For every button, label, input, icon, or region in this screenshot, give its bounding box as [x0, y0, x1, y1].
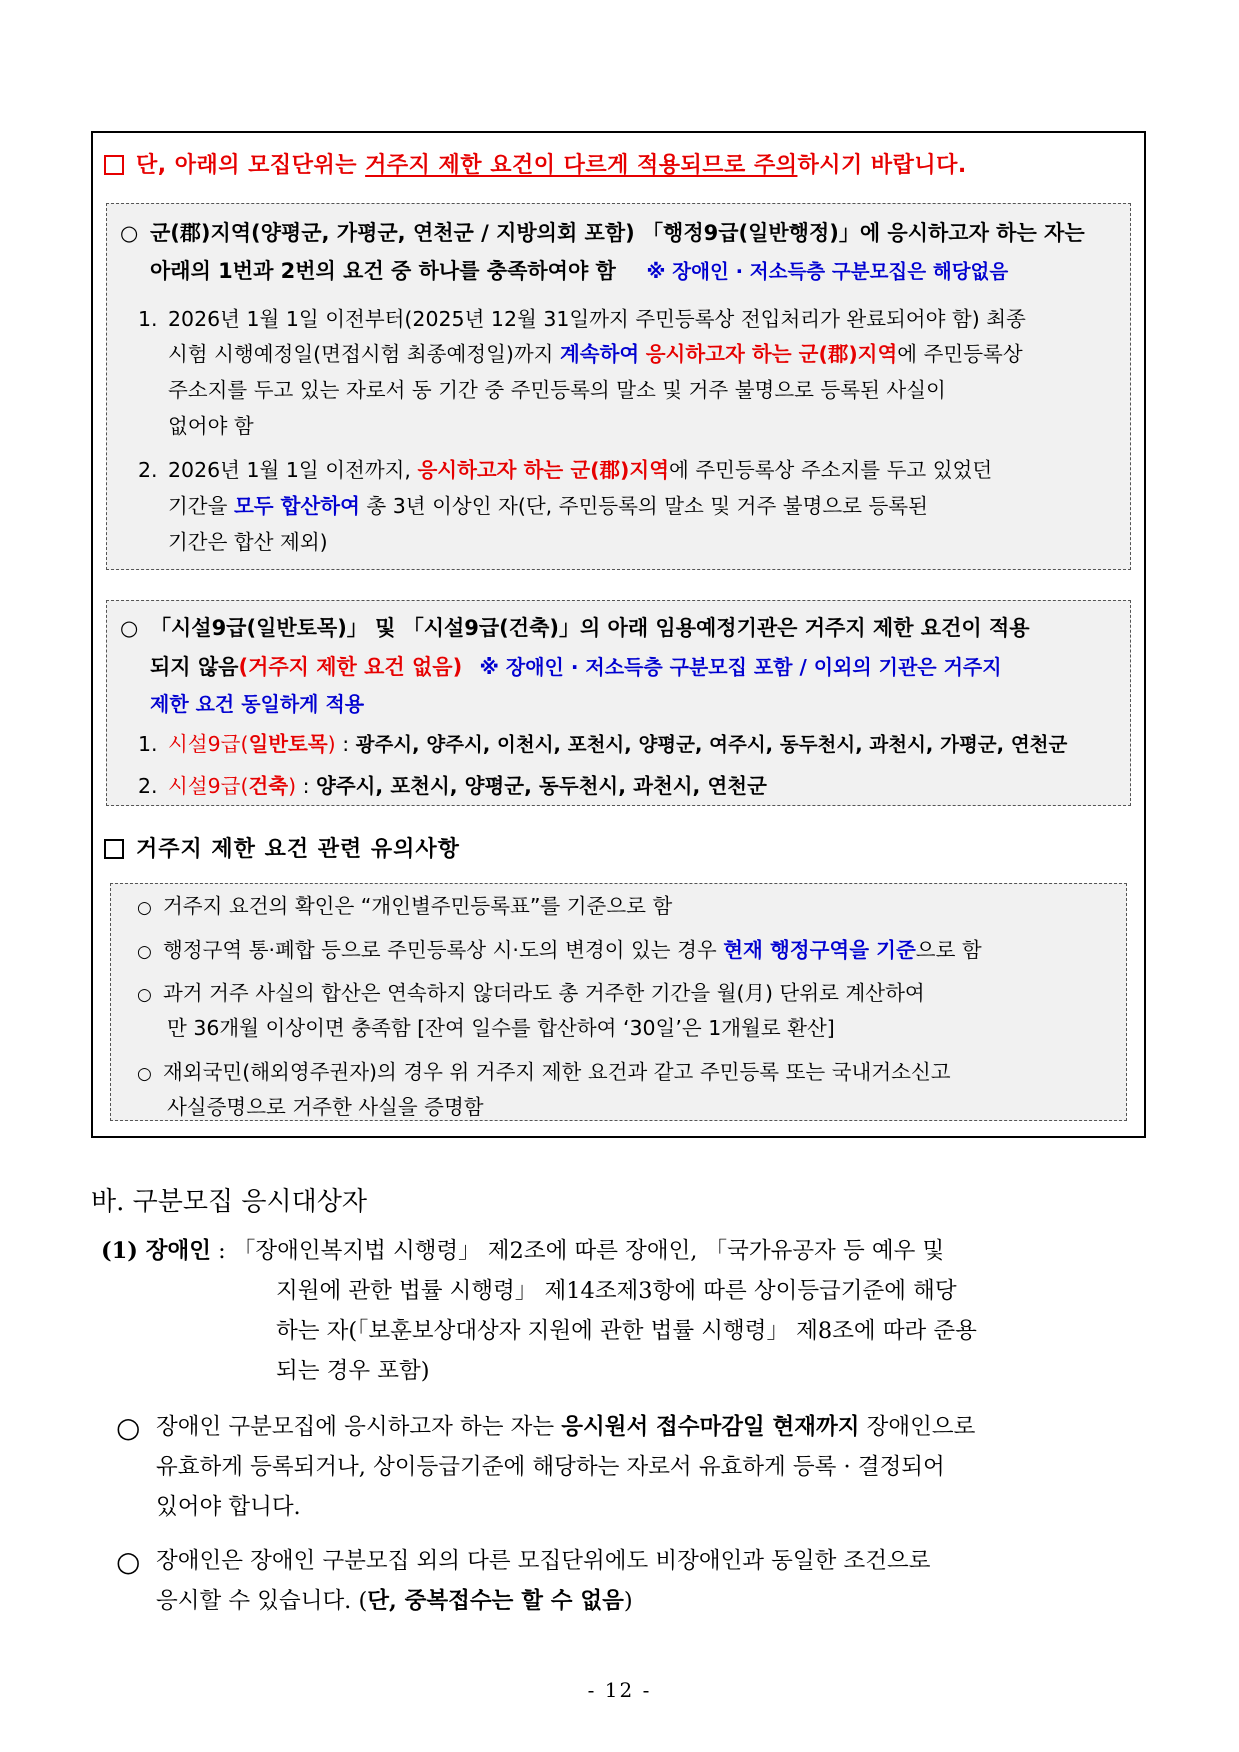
checkbox-icon: [104, 839, 124, 859]
gun-item2-line2: 기간을 모두 합산하여 총 3년 이상인 자(단, 주민등록의 말소 및 거주 불명으로 등록된: [168, 494, 928, 518]
note-4-line1: ○ 재외국민(해외영주권자)의 경우 위 거주지 제한 요건과 같고 주민등록 또는 국내거소신고: [137, 1060, 951, 1084]
gun-item1-line1: 1. 2026년 1월 1일 이전부터(2025년 12월 31일까지 주민등록상 전입처리가 완료되어야 함) 최종: [138, 307, 1026, 331]
gun-item1-line4: 없어야 함: [168, 414, 254, 438]
note-3-line2: 만 36개월 이상이면 충족함 [잔여 일수를 합산하여 ‘30일’은 1개월로 환산]: [167, 1016, 835, 1040]
disabled-definition-line3: 하는 자(「보훈보상대상자 지원에 관한 법률 시행령」 제8조에 따라 준용: [276, 1318, 977, 1344]
disabled-bullet2-line2: 응시할 수 있습니다. (단, 중복접수는 할 수 없음): [156, 1588, 633, 1614]
gun-item1-line3: 주소지를 두고 있는 자로서 동 기간 중 주민등록의 말소 및 거주 불명으로 등록된 사실이: [168, 378, 946, 402]
notes-heading: 거주지 제한 요건 관련 유의사항: [104, 836, 460, 864]
facility-item1: 1. 시설9급(일반토목) : 광주시, 양주시, 이천시, 포천시, 양평군, 여주시, 동두천시, 과천시, 가평군, 연천군: [138, 732, 1068, 756]
disabled-bullet1-line3: 있어야 합니다.: [156, 1494, 301, 1520]
section-title: 바. 구분모집 응시대상자: [91, 1187, 367, 1217]
gun-item1-line2: 시험 시행예정일(면접시험 최종예정일)까지 계속하여 응시하고자 하는 군(郡)지역에 주민등록상: [168, 342, 1023, 366]
gun-item2-line1: 2. 2026년 1월 1일 이전까지, 응시하고자 하는 군(郡)지역에 주민등록상 주소지를 두고 있었던: [138, 458, 993, 482]
disabled-definition-line2: 지원에 관한 법률 시행령」 제14조제3항에 따른 상이등급기준에 해당: [276, 1278, 957, 1304]
page-number: - 12 -: [587, 1678, 652, 1702]
note-4-line2: 사실증명으로 거주한 사실을 증명함: [167, 1095, 484, 1119]
facility-item2: 2. 시설9급(건축) : 양주시, 포천시, 양평군, 동두천시, 과천시, 연천군: [138, 774, 767, 798]
note-3-line1: ○ 과거 거주 사실의 합산은 연속하지 않더라도 총 거주한 기간을 월(月) 단위로 계산하여: [137, 981, 925, 1005]
disabled-definition-line4: 되는 경우 포함): [276, 1358, 430, 1384]
disabled-definition-line1: (1) 장애인 : 「장애인복지법 시행령」 제2조에 따른 장애인, 「국가유공자 등 예우 및: [101, 1238, 945, 1264]
note-2: ○ 행정구역 통·폐합 등으로 주민등록상 시·도의 변경이 있는 경우 현재 행정구역을 기준으로 함: [137, 938, 982, 962]
gun-region-line1: ○ 군(郡)지역(양평군, 가평군, 연천군 / 지방의회 포함) 「행정9급(일반행정)」에 응시하고자 하는 자는: [120, 221, 1085, 245]
checkbox-icon: [104, 155, 124, 175]
gun-region-line2: 아래의 1번과 2번의 요건 중 하나를 충족하여야 함 ※ 장애인 · 저소득층 구분모집은 해당없음: [150, 259, 1009, 283]
disabled-bullet1-line1: ○ 장애인 구분모집에 응시하고자 하는 자는 응시원서 접수마감일 현재까지 장애인으로: [116, 1411, 976, 1444]
gun-item2-line3: 기간은 합산 제외): [168, 530, 328, 554]
disabled-bullet1-line2: 유효하게 등록되거나, 상이등급기준에 해당하는 자로서 유효하게 등록 · 결정되어: [156, 1454, 945, 1480]
facility-line2: 되지 않음(거주지 제한 요건 없음) ※ 장애인 · 저소득층 구분모집 포함 / 이외의 기관은 거주지: [150, 655, 1002, 679]
note-1: ○ 거주지 요건의 확인은 “개인별주민등록표”를 기준으로 함: [137, 894, 673, 918]
disabled-bullet2-line1: ○ 장애인은 장애인 구분모집 외의 다른 모집단위에도 비장애인과 동일한 조건으로: [116, 1545, 931, 1578]
facility-line1: ○ 「시설9급(일반토목)」 및 「시설9급(건축)」의 아래 임용예정기관은 거주지 제한 요건이 적용: [120, 616, 1030, 640]
facility-line3: 제한 요건 동일하게 적용: [150, 692, 365, 716]
notice-line: 단, 아래의 모집단위는 거주지 제한 요건이 다르게 적용되므로 주의하시기 바랍니다.: [104, 152, 967, 180]
